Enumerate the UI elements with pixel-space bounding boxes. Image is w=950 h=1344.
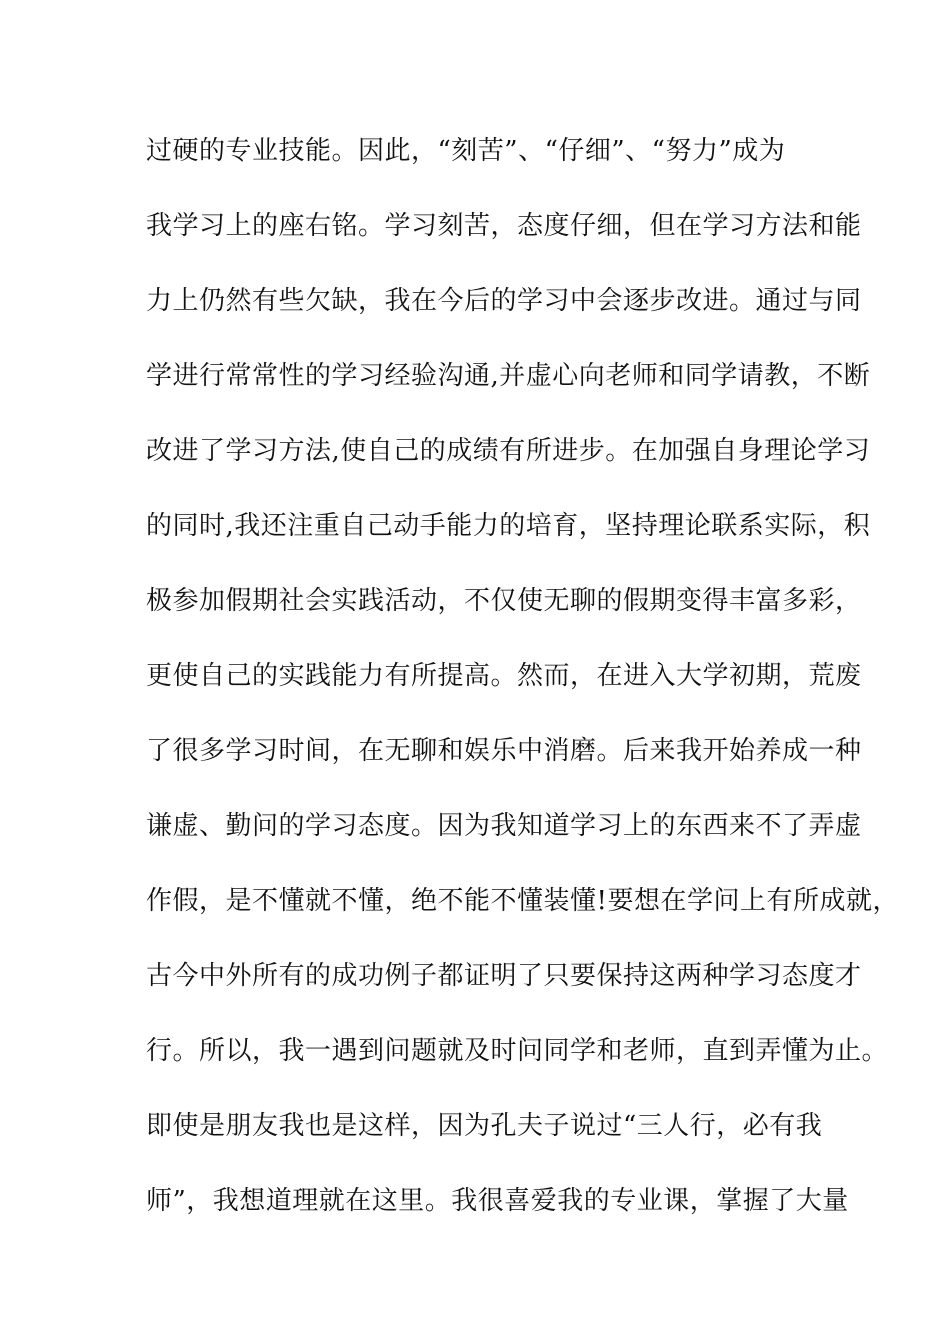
- text-line: 过硬的专业技能。因此，“刻苦”、“仔细”、“努力”成为: [146, 136, 786, 166]
- text-line: 极参加假期社会实践活动，不仅使无聊的假期变得丰富多彩，: [146, 586, 862, 616]
- body-text: [146, 131, 899, 1256]
- text-line: 我学习上的座右铭。学习刻苦，态度仔细，但在学习方法和能: [146, 211, 862, 241]
- text-line: 了很多学习时间，在无聊和娱乐中消磨。后来我开始养成一种: [146, 736, 862, 766]
- text-line: 谦虚、勤问的学习态度。因为我知道学习上的东西来不了弄虚: [146, 811, 862, 841]
- text-line: 即使是朋友我也是这样，因为孔夫子说过“三人行，必有我: [146, 1111, 823, 1141]
- text-line: 的同时,我还注重自己动手能力的培育，坚持理论联系实际，积: [146, 511, 871, 541]
- text-line: 作假，是不懂就不懂，绝不能不懂装懂!要想在学问上有所成就，: [146, 886, 899, 916]
- text-line: 行。所以，我一遇到问题就及时问同学和老师，直到弄懂为止。: [146, 1036, 889, 1066]
- text-line: 古今中外所有的成功例子都证明了只要保持这两种学习态度才: [146, 961, 862, 991]
- text-line: 师”，我想道理就在这里。我很喜爱我的专业课，掌握了大量: [146, 1186, 849, 1216]
- text-line: 力上仍然有些欠缺，我在今后的学习中会逐步改进。通过与同: [146, 286, 862, 316]
- text-line: 更使自己的实践能力有所提高。然而，在进入大学初期，荒废: [146, 661, 862, 691]
- text-line: 改进了学习方法,使自己的成绩有所进步。在加强自身理论学习: [146, 436, 871, 466]
- text-line: 学进行常常性的学习经验沟通,并虚心向老师和同学请教，不断: [146, 361, 871, 391]
